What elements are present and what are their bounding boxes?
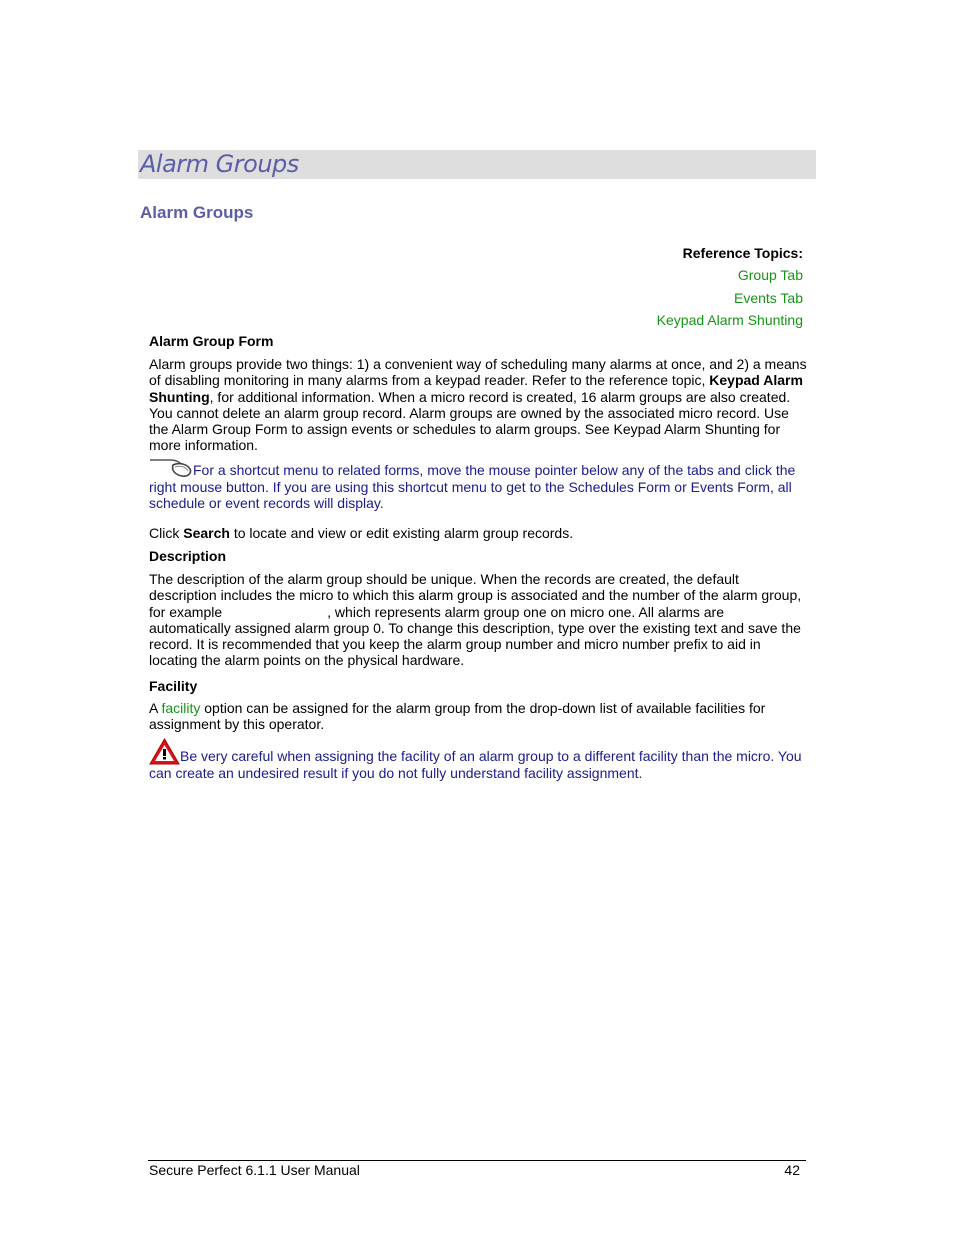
warning-note	[149, 738, 809, 781]
reference-topics-heading: Reference Topics:	[682, 245, 803, 261]
link-keypad-alarm-shunting[interactable]: Keypad Alarm Shunting	[656, 312, 803, 328]
description-heading: Description	[149, 548, 227, 564]
facility-paragraph	[149, 700, 809, 733]
link-events-tab[interactable]: Events Tab	[733, 290, 803, 306]
description-text-2: , which represents alarm group one on micro one. All alarms are automatically assigned alarm group 0. To change this description, type over the existing text and save the record. It is recommended that you keep the alarm group number and micro number prefix to aid in locating the alarm points on the physical hardware.	[149, 603, 801, 669]
chapter-banner	[138, 150, 816, 179]
facility-pre: A	[149, 700, 162, 716]
shortcut-note	[149, 455, 809, 512]
intro-bold: Keypad Alarm Shunting	[149, 372, 803, 405]
mouse-icon	[149, 455, 193, 479]
shortcut-note-text: For a shortcut menu to related forms, move the mouse pointer below any of the tabs and click the right mouse button. If you are using this shortcut menu to get to the Schedules Form or Events Form, all schedule or event records will display.	[149, 462, 796, 512]
search-pre: Click	[149, 525, 184, 541]
search-post: to locate and view or edit existing alarm group records.	[229, 525, 574, 541]
form-heading: Alarm Group Form	[149, 333, 274, 349]
facility-link[interactable]: facility	[161, 700, 201, 716]
intro-text-2: , for additional information. When a micro record is created, 16 alarm groups are also created. You cannot delete an alarm group record. Alarm groups are owned by the associated micro record. Use the Alarm Group Form to assign events or schedules to alarm groups. See Keypad Alarm Shunting for more information.	[149, 388, 791, 454]
search-bold: Search	[183, 525, 230, 541]
page-number: 42	[784, 1162, 800, 1178]
footer-manual-title: Secure Perfect 6.1.1 User Manual	[149, 1162, 360, 1178]
facility-heading: Facility	[149, 678, 198, 694]
intro-text-1: Alarm groups provide two things: 1) a convenient way of scheduling many alarms at once, and 2) a means of disabling monitoring in many alarms from a keypad reader. Refer to the reference topic,	[149, 356, 807, 389]
warning-note-text: Be very careful when assigning the facility of an alarm group to a different facility than the micro. You can create an undesired result if you do not fully understand facility assignment.	[149, 748, 802, 781]
section-title: Alarm Groups	[140, 203, 254, 222]
link-group-tab[interactable]: Group Tab	[737, 267, 803, 283]
description-text-1: The description of the alarm group should be unique. When the records are created, the default description includes the micro to which this alarm group is associated and the number of the alarm group, for example	[149, 571, 802, 620]
search-instruction	[149, 525, 809, 541]
description-paragraph	[149, 571, 809, 669]
footer-divider	[148, 1160, 806, 1161]
intro-paragraph	[149, 356, 809, 454]
warning-icon	[149, 738, 180, 765]
facility-post: option can be assigned for the alarm group from the drop-down list of available facilities for assignment by this operator.	[149, 700, 766, 733]
chapter-title: Alarm Groups	[140, 150, 299, 178]
